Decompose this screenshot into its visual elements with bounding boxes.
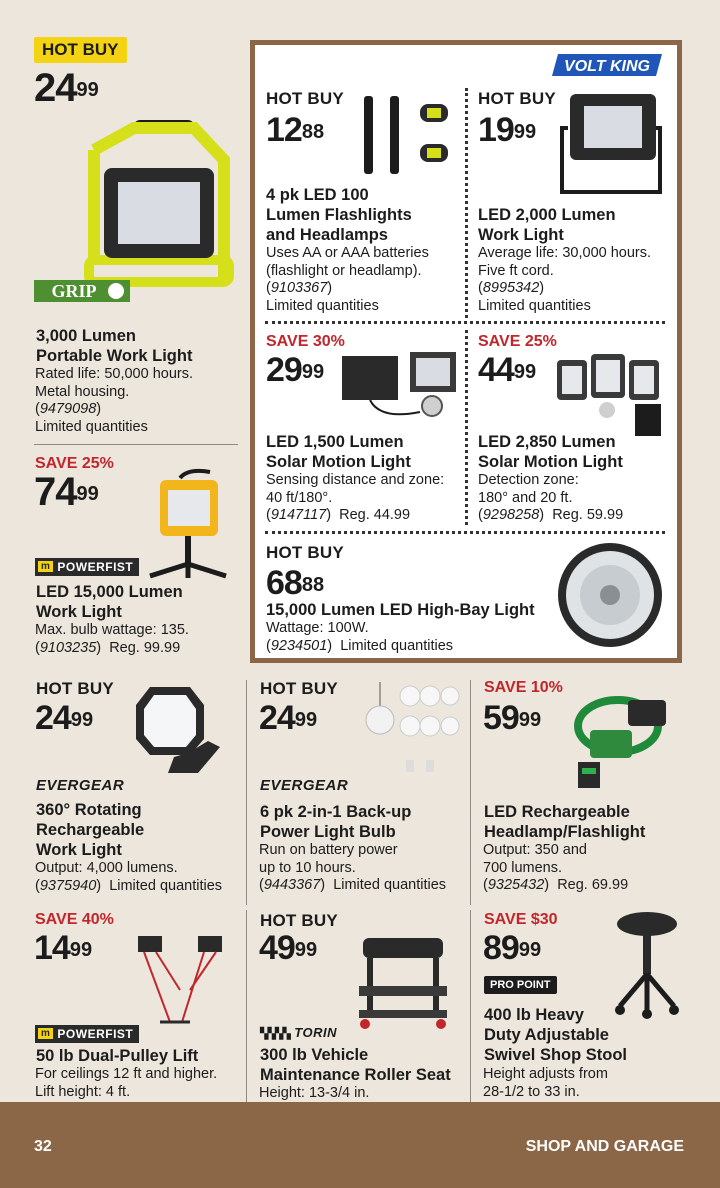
page-number: 32 — [34, 1138, 52, 1155]
price: $14^{99}$ — [34, 929, 93, 967]
deal-tag: HOT BUY — [34, 37, 127, 63]
led-work-light-image — [560, 88, 665, 198]
checkered-flag-icon: ▚▚▚▚ — [260, 1028, 290, 1040]
deal-tag: HOT BUY — [478, 89, 556, 108]
price: $24^{99}$ — [259, 699, 318, 737]
triple-head-solar-light-image — [555, 352, 665, 438]
price: $19^{99}$ — [478, 111, 537, 149]
product-title: 4 pk LED 100 Lumen Flashlights and Headlamps — [266, 186, 412, 244]
divider — [34, 444, 238, 445]
sku: 9234501 — [270, 637, 328, 654]
deal-tag: HOT BUY — [36, 679, 114, 698]
grip-wordmark: GRIP — [51, 281, 97, 301]
torin-logo: ▚▚▚▚ TORIN — [260, 1025, 338, 1040]
product-details: Detection zone: 180° and 20 ft. (9298258) Reg. 59.99 — [478, 472, 624, 523]
powerfist-logo: m POWERFIST — [35, 556, 139, 576]
powerfist-logo: m POWERFIST — [35, 1023, 139, 1043]
propoint-logo: PRO POINT — [484, 975, 557, 993]
product-details: Output: 4,000 lumens. (9375940) Limited quantities — [35, 860, 223, 894]
product-title: 15,000 Lumen LED High-Bay Light — [266, 601, 535, 619]
price: $74^{99}$ — [34, 470, 99, 514]
evergear-logo: EVERGEAR — [260, 777, 349, 794]
product-details: Height adjusts from 28-1/2 to 33 in. — [483, 1066, 693, 1119]
product-details: Wattage: 100W. (9234501) Limited quantities — [266, 620, 454, 654]
pulley-lift-image — [120, 930, 238, 1030]
divider — [470, 680, 471, 905]
price: $24^{99}$ — [34, 66, 99, 110]
headlamp-image — [570, 686, 670, 796]
deal-tag: HOT BUY — [260, 911, 338, 930]
deal-tag: HOT BUY — [266, 89, 344, 108]
deal-tag: SAVE 25% — [478, 333, 557, 350]
stand-work-light-image — [140, 468, 240, 580]
section-title: SHOP AND GARAGE — [525, 1138, 684, 1155]
divider — [246, 680, 247, 905]
light-bulbs-image — [360, 680, 460, 780]
product-details: Max. bulb wattage: 135. (9103235) Reg. 99.99 — [35, 622, 189, 656]
product-details: Sensing distance and zone: 40 ft/180°. (9147117) Reg. 44.99 — [266, 472, 445, 523]
deal-tag: HOT BUY — [266, 543, 344, 562]
roller-seat-image — [345, 930, 463, 1030]
divider — [265, 531, 665, 534]
sku: 9103235 — [39, 639, 97, 656]
price: $59^{99}$ — [483, 699, 542, 737]
product-title: 3,000 Lumen Portable Work Light — [36, 327, 193, 365]
product-details: For ceilings 12 ft and higher. Lift height: 4 ft. — [35, 1066, 245, 1119]
product-details: Uses AA or AAA batteries (flashlight or headlamp). (9103367) Limited quantities — [266, 245, 429, 314]
product-title: 6 pk 2-in-1 Back-up Power Light Bulb — [260, 803, 412, 841]
voltking-logo — [552, 52, 664, 78]
product-title: LED 2,850 Lumen Solar Motion Light — [478, 433, 623, 471]
price: $44^{99}$ — [478, 351, 537, 389]
sku: 9443367 — [263, 877, 321, 893]
price: $89^{99}$ — [483, 929, 542, 967]
product-title: LED 2,000 Lumen Work Light — [478, 206, 616, 244]
deal-tag: SAVE 25% — [35, 455, 114, 472]
solar-motion-light-image — [340, 350, 460, 430]
sku: 9298258 — [482, 507, 540, 523]
product-title: 400 lb Heavy Duty Adjustable Swivel Shop Stool — [484, 1006, 628, 1064]
product-details: Output: 350 and 700 lumens. (9325432) Reg. 69.99 — [483, 842, 629, 893]
sku: 8995342 — [482, 280, 540, 296]
sku: 9147117 — [270, 507, 327, 523]
sku: 9375940 — [39, 877, 97, 894]
price: $29^{99}$ — [266, 351, 325, 389]
divider — [465, 88, 468, 318]
product-title: LED 15,000 Lumen Work Light — [36, 583, 183, 621]
sku: 9103367 — [270, 280, 328, 296]
product-details: Rated life: 50,000 hours. Metal housing. (9479098) Limited quantities — [35, 366, 193, 435]
voltking-wordmark: VOLT KING — [564, 58, 650, 75]
product-details: Run on battery power up to 10 hours. (9443367) Limited quantities — [259, 842, 447, 893]
deal-tag: SAVE 40% — [35, 911, 114, 928]
evergear-logo: EVERGEAR — [36, 777, 125, 794]
product-details: Height: 13-3/4 in. — [259, 1085, 469, 1120]
price: $68^{88}$ — [266, 564, 325, 602]
product-title: 50 lb Dual-Pulley Lift — [36, 1047, 199, 1065]
price: $24^{99}$ — [35, 699, 94, 737]
divider — [265, 321, 665, 324]
sku: 9479098 — [39, 401, 97, 417]
deal-tag: SAVE $30 — [484, 911, 558, 928]
deal-tag: SAVE 10% — [484, 679, 563, 696]
product-title: LED 1,500 Lumen Solar Motion Light — [266, 433, 411, 471]
divider — [465, 330, 468, 525]
product-details: Average life: 30,000 hours. Five ft cord. (8995342) Limited quantities — [478, 245, 652, 314]
deal-tag: SAVE 30% — [266, 333, 345, 350]
product-title: 360° Rotating Rechargeable Work Light — [36, 801, 145, 859]
flashlights-headlamps-image — [352, 92, 457, 182]
shop-stool-image — [612, 910, 682, 1020]
divider — [246, 910, 247, 1122]
high-bay-light-image — [555, 540, 665, 650]
product-title: LED Rechargeable Headlamp/Flashlight — [484, 803, 646, 841]
divider — [470, 910, 471, 1122]
rotating-work-light-image — [128, 683, 228, 778]
sku: 9325432 — [487, 877, 545, 893]
grip-logo — [34, 280, 130, 308]
price: $12^{88}$ — [266, 111, 325, 149]
deal-tag: HOT BUY — [260, 679, 338, 698]
product-title: 300 lb Vehicle Maintenance Roller Seat — [260, 1046, 451, 1084]
price: $49^{99}$ — [259, 929, 318, 967]
